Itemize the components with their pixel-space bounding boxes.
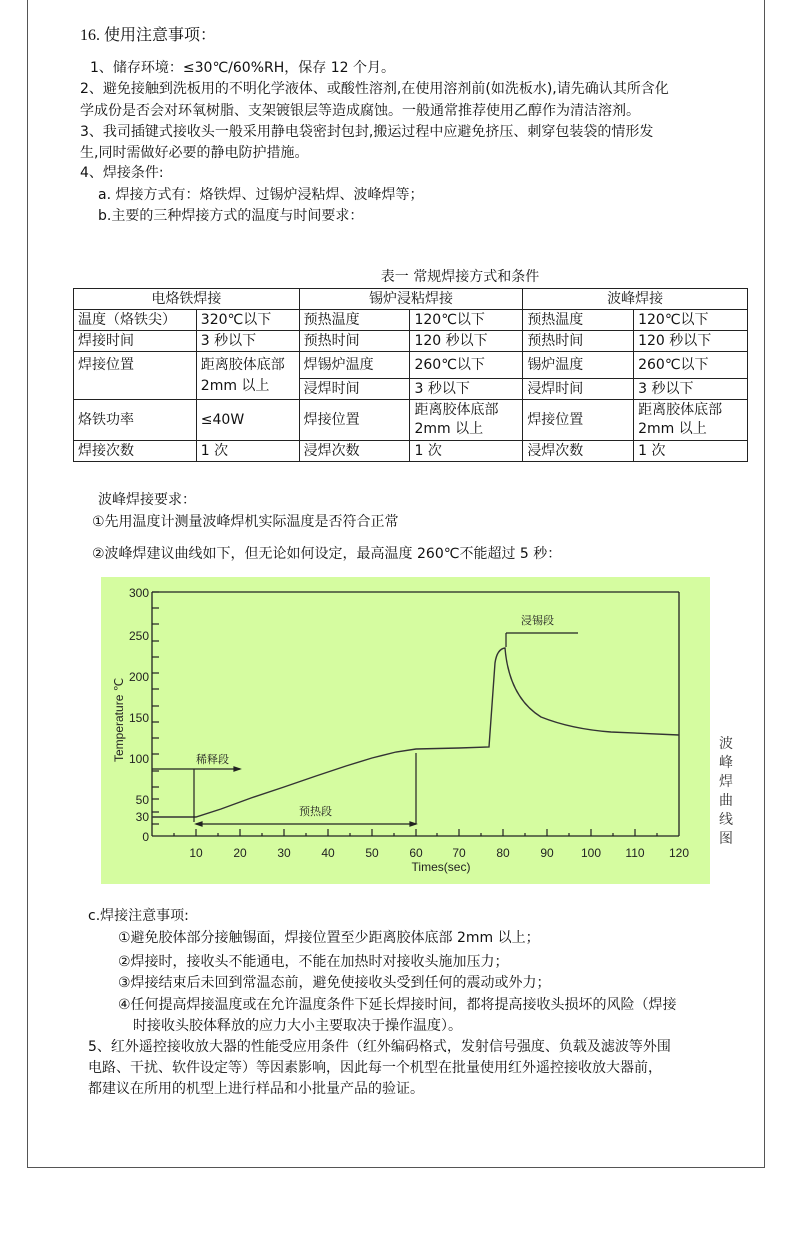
table-cell: 焊接次数 xyxy=(74,441,197,462)
note-5-line: 5、红外遥控接收放大器的性能受应用条件（红外编码格式，发射信号强度、负载及滤波等外围 xyxy=(88,1039,671,1055)
table-cell: 焊接位置 xyxy=(523,400,634,441)
table-cell: 1 次 xyxy=(196,441,299,462)
table-cell: 焊接时间 xyxy=(74,331,197,352)
table-cell: ≤40W xyxy=(196,400,299,441)
svg-text:80: 80 xyxy=(496,846,510,860)
wave-solder-chart xyxy=(101,577,710,884)
note-esd-1: 3、我司插键式接收头一般采用静电袋密封包封,搬运过程中应避免挤压、刺穿包装袋的情形发 xyxy=(80,124,654,140)
table-cell: 预热时间 xyxy=(299,331,410,352)
welding-conditions-table xyxy=(73,288,748,462)
table-header-row xyxy=(74,289,748,310)
section-title: 16. 使用注意事项： xyxy=(80,27,217,44)
table-cell: 1 次 xyxy=(410,441,523,462)
table-cell: 距离胶体底部2mm 以上 xyxy=(410,400,523,441)
svg-text:40: 40 xyxy=(321,846,335,860)
notes-item: ③焊接结束后未回到常温态前，避免使接收头受到任何的震动或外力； xyxy=(118,975,551,991)
table-cell: 浸焊次数 xyxy=(523,441,634,462)
svg-text:100: 100 xyxy=(580,846,602,860)
table-row xyxy=(74,352,748,379)
svg-text:10: 10 xyxy=(189,846,203,860)
svg-text:150: 150 xyxy=(128,711,149,725)
table-cell: 温度（烙铁尖） xyxy=(74,310,197,331)
table-cell: 浸焊时间 xyxy=(523,379,634,400)
header-iron: 电烙铁焊接 xyxy=(74,289,300,310)
table-cell: 焊接位置 xyxy=(299,400,410,441)
note-storage: 1、储存环境：≤30℃/60%RH，保存 12 个月。 xyxy=(90,60,395,76)
table-cell: 浸焊时间 xyxy=(299,379,410,400)
table-cell: 3 秒以下 xyxy=(410,379,523,400)
svg-text:60: 60 xyxy=(409,846,423,860)
svg-text:50: 50 xyxy=(365,846,379,860)
table-caption: 表一 常规焊接方式和条件 xyxy=(380,269,540,285)
svg-text:50: 50 xyxy=(135,793,149,807)
table-cell: 120 秒以下 xyxy=(410,331,523,352)
note-welding-requirements: b.主要的三种焊接方式的温度与时间要求： xyxy=(98,208,364,224)
table-cell: 距离胶体底部 2mm 以上 xyxy=(196,352,299,400)
table-cell: 距离胶体底部2mm 以上 xyxy=(634,400,748,441)
table-cell: 260℃以下 xyxy=(410,352,523,379)
table-cell: 预热时间 xyxy=(523,331,634,352)
note-esd-2: 生,同时需做好必要的静电防护措施。 xyxy=(80,145,309,161)
svg-text:70: 70 xyxy=(452,846,466,860)
notes-heading: c.焊接注意事项: xyxy=(88,908,189,924)
y-axis-label: Temperature ℃ xyxy=(112,677,126,762)
svg-text:120: 120 xyxy=(668,846,690,860)
annotation-preheat: 预热段 xyxy=(299,805,332,818)
wave-heading: 波峰焊接要求： xyxy=(98,492,196,508)
chart-side-label: 波峰焊曲线图 xyxy=(719,736,733,847)
table-row xyxy=(74,400,748,441)
note-welding-methods: a. 焊接方式有：烙铁焊、过锡炉浸粘焊、波峰焊等； xyxy=(98,187,424,203)
table-cell: 预热温度 xyxy=(523,310,634,331)
table-cell: 焊接位置 xyxy=(74,352,197,400)
header-wave: 波峰焊接 xyxy=(523,289,748,310)
annotation-dilution: 稀释段 xyxy=(196,753,229,766)
table-cell: 120℃以下 xyxy=(634,310,748,331)
note-welding-conditions: 4、焊接条件: xyxy=(80,165,164,181)
table-cell: 320℃以下 xyxy=(196,310,299,331)
svg-text:20: 20 xyxy=(233,846,247,860)
table-cell: 260℃以下 xyxy=(634,352,748,379)
table-cell: 焊锡炉温度 xyxy=(299,352,410,379)
table-row xyxy=(74,331,748,352)
note-5-line: 电路、干扰、软件设定等）等因素影响，因此每一个机型在批量使用红外遥控接收放大器前， xyxy=(88,1060,662,1076)
table-row xyxy=(74,441,748,462)
svg-text:30: 30 xyxy=(277,846,291,860)
svg-text:30: 30 xyxy=(135,810,149,824)
table-cell: 3 秒以下 xyxy=(634,379,748,400)
notes-item: ②焊接时，接收头不能通电，不能在加热时对接收头施加压力； xyxy=(118,954,509,970)
table-cell: 120℃以下 xyxy=(410,310,523,331)
notes-item: ①避免胶体部分接触锡面，焊接位置至少距离胶体底部 2mm 以上； xyxy=(118,930,540,946)
svg-text:200: 200 xyxy=(128,670,149,684)
svg-text:100: 100 xyxy=(128,752,149,766)
table-cell: 3 秒以下 xyxy=(196,331,299,352)
note-5-line: 都建议在所用的机型上进行样品和小批量产品的验证。 xyxy=(88,1081,424,1097)
svg-text:250: 250 xyxy=(128,629,149,643)
notes-item: ④任何提高焊接温度或在允许温度条件下延长焊接时间，都将提高接收头损坏的风险（焊接 xyxy=(118,997,677,1013)
wave-req-2: ②波峰焊建议曲线如下，但无论如何设定，最高温度 260℃不能超过 5 秒： xyxy=(92,546,562,562)
wave-req-1: ①先用温度计测量波峰焊机实际温度是否符合正常 xyxy=(92,514,399,530)
note-solvent-1: 2、避免接触到洗板用的不明化学液体、或酸性溶剂,在使用溶剂前(如洗板水),请先确认其所含化 xyxy=(80,81,669,97)
svg-text:110: 110 xyxy=(625,846,645,860)
table-row xyxy=(74,310,748,331)
notes-item: 时接收头胶体释放的应力大小主要取决于操作温度）。 xyxy=(133,1018,462,1034)
header-dip: 锡炉浸粘焊接 xyxy=(299,289,523,310)
table-cell: 1 次 xyxy=(634,441,748,462)
svg-text:90: 90 xyxy=(540,846,554,860)
svg-text:300: 300 xyxy=(128,586,149,600)
table-cell: 锡炉温度 xyxy=(523,352,634,379)
table-cell: 120 秒以下 xyxy=(634,331,748,352)
table-cell: 预热温度 xyxy=(299,310,410,331)
svg-text:0: 0 xyxy=(142,830,149,844)
table-cell: 浸焊次数 xyxy=(299,441,410,462)
x-axis-label: Times(sec) xyxy=(411,860,471,874)
note-solvent-2: 学成份是否会对环氧树脂、支架镀银层等造成腐蚀。一般通常推荐使用乙醇作为清洁溶剂。 xyxy=(80,103,640,119)
annotation-dip: 浸锡段 xyxy=(521,614,554,627)
table-cell: 烙铁功率 xyxy=(74,400,197,441)
